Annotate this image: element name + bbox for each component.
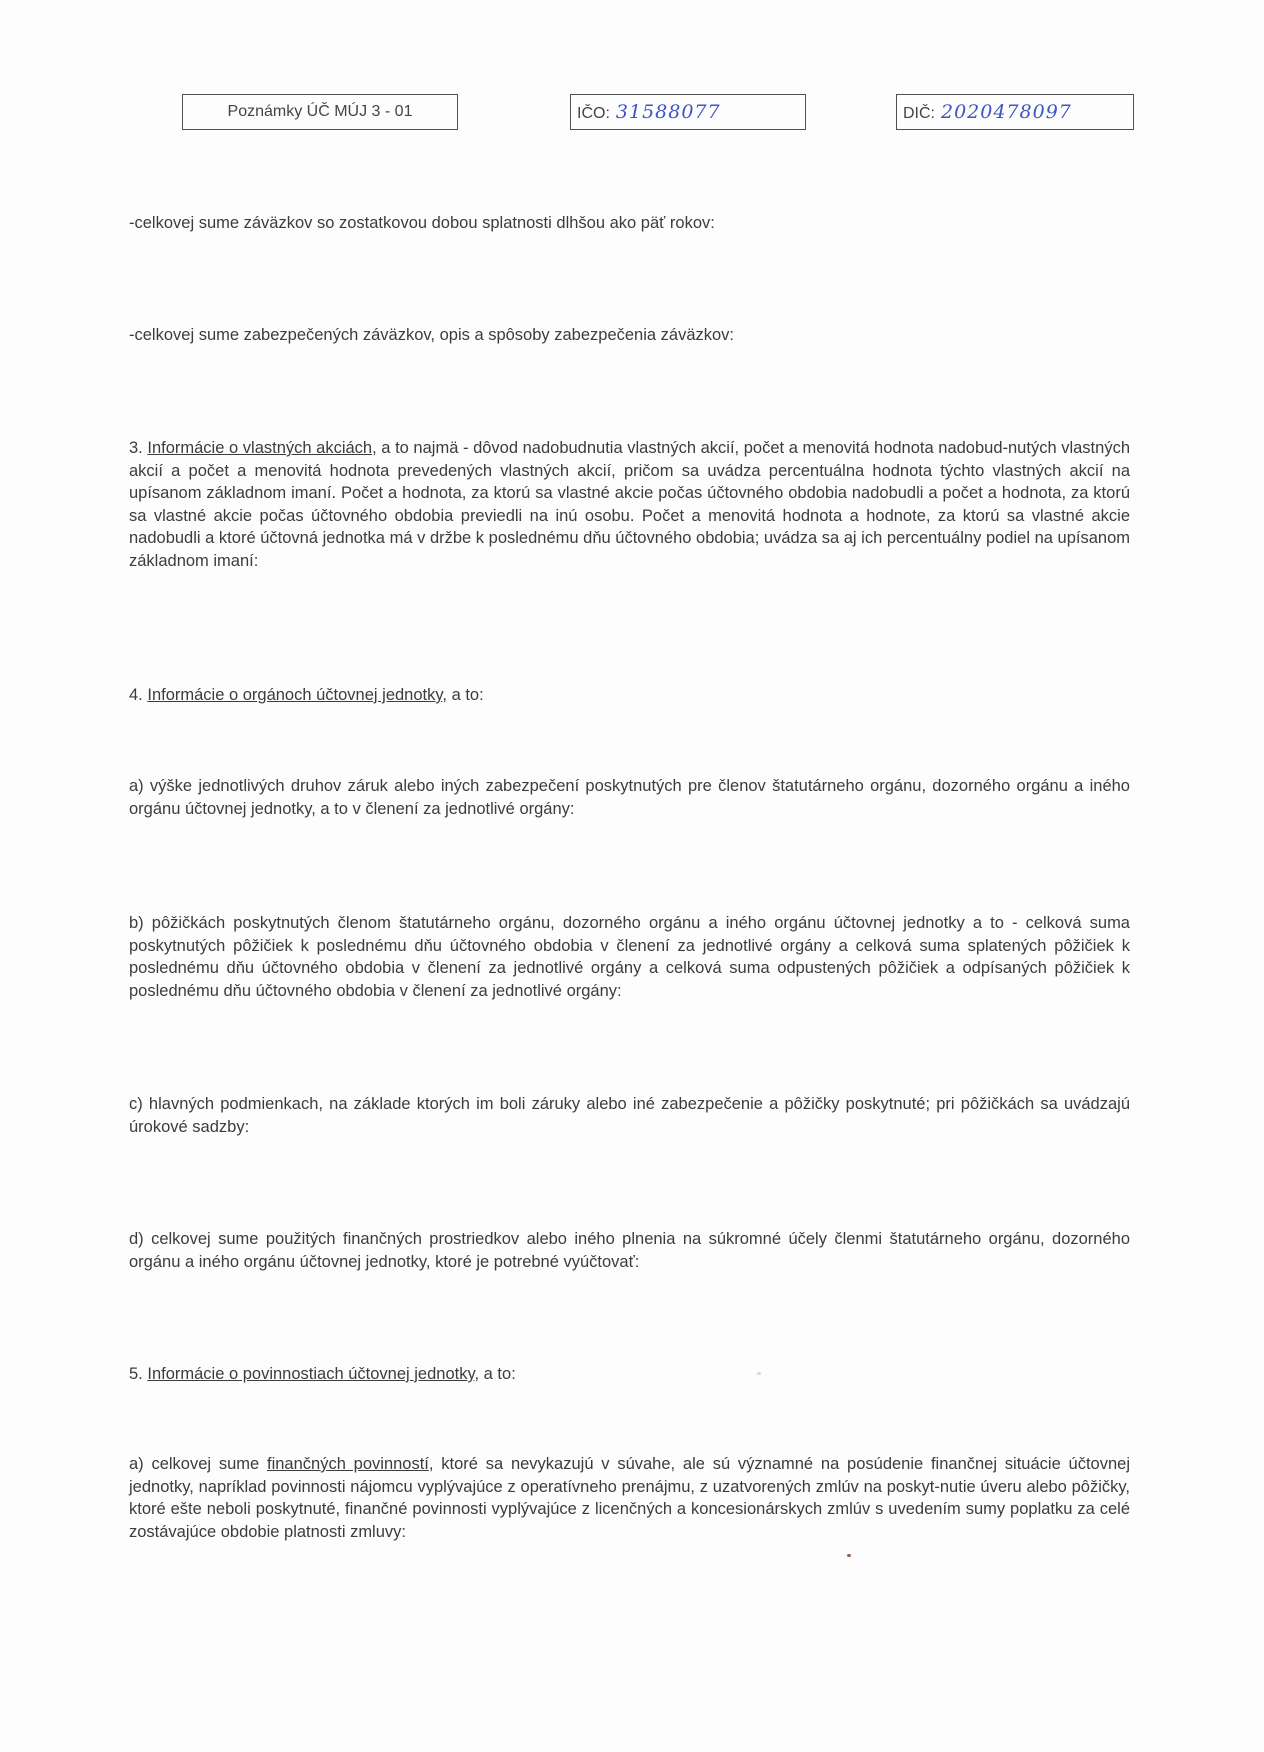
section-5-title: Informácie o povinnostiach účtovnej jednotky <box>147 1365 475 1383</box>
scan-speck <box>757 1372 761 1375</box>
long-term-liabilities-item: -celkovej sume záväzkov so zostatkovou dobou splatnosti dlhšou ako päť rokov: <box>129 214 715 232</box>
section-3-text: , a to najmä - dôvod nadobudnutia vlastných akcií, počet a menovitá hodnota nadobud-nutých vlastných akcií a počet a menovitá hodnota prevedených vlastných akcií, pričom sa uvádza percentuálna hodnota týchto vlastných akcií na upísanom základnom imaní. Počet a hodnota, za ktorú sa vlastné akcie počas účtovného obdobia nadobudli a počet a hodnota, za ktorú sa vlastné akcie počas účtovného obdobia previedli na inú osobu. Počet a menovitá hodnota a hodnote, za ktorú sa vlastné akcie nadobudli a ktoré účtovná jednotka má v držbe k poslednému dňu účtovného obdobia; uvádza sa aj ich percentuálny podiel na upísanom základnom imaní: <box>129 439 1130 570</box>
section-3-number: 3. <box>129 439 143 457</box>
section-5a-prefix: a) celkovej sume <box>129 1455 267 1473</box>
dic-handwritten-value: 2020478097 <box>941 101 1072 123</box>
section-4d-private-use: d) celkovej sume použitých finančných prostriedkov alebo iného plnenia na súkromné účely členmi štatutárneho orgánu, dozorného orgánu a iného orgánu účtovnej jednotky, ktoré je potrebné vyúčtovať: <box>129 1230 1130 1271</box>
form-code-label: Poznámky ÚČ MÚJ 3 - 01 <box>227 103 413 120</box>
dic-box <box>896 94 1134 130</box>
ico-handwritten-value: 31588077 <box>615 101 721 123</box>
section-5a-underlined: finančných povinností <box>267 1455 429 1473</box>
dic-label: DIČ: <box>903 105 935 122</box>
section-4c-conditions: c) hlavných podmienkach, na základe ktorých im boli záruky alebo iné zabezpečenie a pôžičky poskytnuté; pri pôžičkách sa uvádzajú úrokové sadzby: <box>129 1095 1130 1136</box>
section-4a-guarantees: a) výške jednotlivých druhov záruk alebo iných zabezpečení poskytnutých pre členov štatutárneho orgánu, dozorného orgánu a iného orgánu účtovnej jednotky, a to v členení za jednotlivé orgány: <box>129 777 1130 818</box>
secured-liabilities-item: -celkovej sume zabezpečených záväzkov, opis a spôsoby zabezpečenia záväzkov: <box>129 326 735 344</box>
section-5-number: 5. <box>129 1365 143 1383</box>
section-4b-loans: b) pôžičkách poskytnutých členom štatutárneho orgánu, dozorného orgánu a iného orgánu účtovnej jednotky a to - celková suma poskytnutých pôžičiek k poslednému dňu účtovného obdobia v členení za jednotlivé orgány a celková suma splatených pôžičiek k poslednému dňu účtovného obdobia v členení za jednotlivé orgány a celková suma odpustených pôžičiek a odpísaných pôžičiek k poslednému dňu účtovného obdobia v členení za jednotlivé orgány: <box>129 914 1130 1000</box>
section-4-title: Informácie o orgánoch účtovnej jednotky <box>147 686 443 704</box>
section-5-heading <box>129 1363 1130 1386</box>
section-4-suffix: , a to: <box>442 686 484 704</box>
scan-speck <box>847 1554 851 1557</box>
section-4-number: 4. <box>129 686 143 704</box>
section-5a-rest: , ktoré sa nevykazujú v súvahe, ale sú významné na posúdenie finančnej situácie účtovnej jednotky, napríklad povinnosti nájomcu vyplývajúce z operatívneho prenájmu, z uzatvorených zmlúv na poskyt-nutie úveru alebo pôžičky, ktoré ešte neboli poskytnuté, finančné povinnosti vyplývajúce z licenčných a koncesionárskych zmlúv s uvedením sumy poplatku za celé zostávajúce obdobie platnosti zmluvy: <box>129 1455 1130 1541</box>
section-4-heading <box>129 684 1130 707</box>
section-3-own-shares <box>129 437 1130 572</box>
ico-box <box>570 94 806 130</box>
section-3-title: Informácie o vlastných akciách <box>147 439 373 457</box>
ico-label: IČO: <box>577 105 610 122</box>
section-5a-off-balance-obligations <box>129 1453 1130 1543</box>
section-5-suffix: , a to: <box>474 1365 516 1383</box>
form-code-box <box>182 94 458 130</box>
